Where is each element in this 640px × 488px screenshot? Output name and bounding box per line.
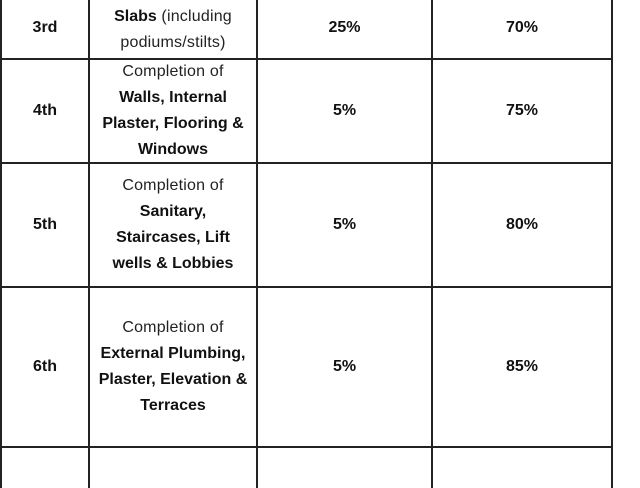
description-line: Staircases, Lift xyxy=(116,229,230,246)
description-line: Plaster, Elevation & xyxy=(98,371,248,388)
stage-cell xyxy=(0,288,90,446)
cumulative-value: 75% xyxy=(505,102,539,119)
percent-cell xyxy=(258,288,433,446)
cumulative-value: 80% xyxy=(505,216,539,233)
description-line: External Plumbing, xyxy=(100,345,246,362)
description-line xyxy=(114,4,232,30)
description-line: Completion of xyxy=(122,177,224,194)
description-line: Terraces xyxy=(140,397,206,414)
cumulative-value: 70% xyxy=(505,19,539,36)
stage-cell xyxy=(0,164,90,286)
cumulative-value: 85% xyxy=(505,358,539,375)
description-line: podiums/stilts) xyxy=(120,34,226,51)
stage-label: 6th xyxy=(33,358,57,375)
stage-label: 3rd xyxy=(32,19,58,36)
description-cell xyxy=(90,164,258,286)
cumulative-cell xyxy=(433,288,613,446)
description-cell xyxy=(90,0,258,58)
description-cell xyxy=(90,288,258,446)
description-bold: Slabs xyxy=(114,8,157,25)
stage-cell xyxy=(0,60,90,162)
percent-cell xyxy=(258,448,433,488)
description-line: Walls, Internal xyxy=(119,89,227,106)
description-line: Completion of xyxy=(122,63,224,80)
percent-cell xyxy=(258,60,433,162)
description-line: Windows xyxy=(137,141,209,158)
description-normal: (including xyxy=(156,8,232,25)
stage-cell xyxy=(0,0,90,58)
stage-cell xyxy=(0,448,90,488)
cumulative-cell xyxy=(433,60,613,162)
table-row xyxy=(0,288,613,448)
percent-value: 25% xyxy=(328,19,361,36)
stage-label: 4th xyxy=(33,102,57,119)
cumulative-cell xyxy=(433,164,613,286)
table-row xyxy=(0,60,613,164)
percent-value: 5% xyxy=(332,358,357,375)
table-row xyxy=(0,164,613,288)
description-line: Plaster, Flooring & xyxy=(102,115,244,132)
percent-cell xyxy=(258,0,433,58)
description-line: wells & Lobbies xyxy=(112,255,234,272)
description-line: Sanitary, xyxy=(139,203,207,220)
table-row xyxy=(0,448,613,488)
percent-value: 5% xyxy=(332,216,357,233)
percent-cell xyxy=(258,164,433,286)
table-row xyxy=(0,0,613,60)
description-cell xyxy=(90,448,258,488)
description-cell xyxy=(90,60,258,162)
cumulative-cell xyxy=(433,448,613,488)
stage-label: 5th xyxy=(33,216,57,233)
percent-value: 5% xyxy=(332,102,357,119)
cumulative-cell xyxy=(433,0,613,58)
description-line: Completion of xyxy=(122,319,224,336)
